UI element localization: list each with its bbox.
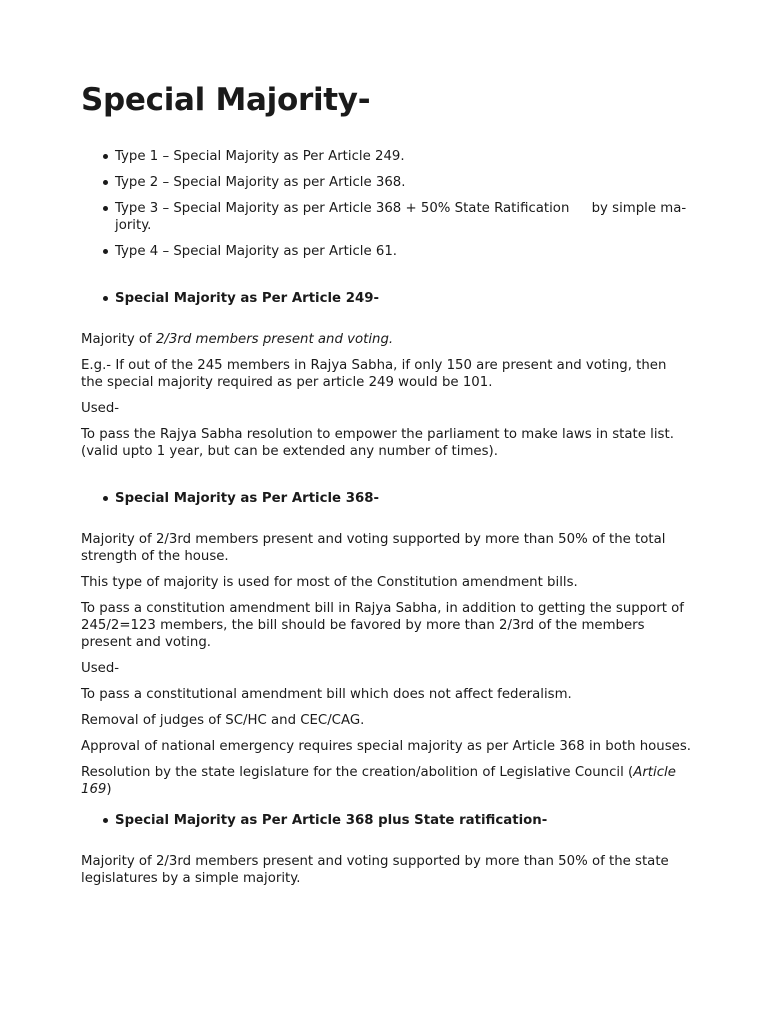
paragraph: Approval of national emergency requires special majority as per Article 368 in both houses. [81, 739, 691, 754]
text: ) [106, 782, 112, 797]
text: Resolution by the state legislature for the creation/abolition of Legislative Council ( [81, 765, 634, 780]
paragraph: To pass the Rajya Sabha resolution to empower the parliament to make laws in state list. (valid upto 1 year, but can be extended any number of times). [81, 427, 674, 459]
text: Majority of [81, 332, 156, 347]
majority-types-list [81, 148, 691, 260]
paragraph: Majority of 2/3rd members present and voting supported by more than 50% of the total strength of the house. [81, 532, 666, 564]
section-heading-art249: Special Majority as Per Article 249- [81, 290, 691, 307]
section-heading-art368-state: Special Majority as Per Article 368 plus State ratification- [81, 812, 691, 829]
list-item: Type 4 – Special Majority as per Article 61. [81, 243, 691, 260]
paragraph: To pass a constitution amendment bill in Rajya Sabha, in addition to getting the support of 245/2=123 members, the bill should be favored by more than 2/3rd of the members present and voting. [81, 601, 684, 650]
paragraph: Majority of 2/3rd members present and voting supported by more than 50% of the state legislatures by a simple majority. [81, 854, 669, 886]
paragraph: To pass a constitutional amendment bill which does not affect federalism. [81, 687, 572, 702]
type3-suffix: by simple ma-jority. [115, 201, 687, 233]
used-label: Used- [81, 661, 120, 676]
paragraph: E.g.- If out of the 245 members in Rajya Sabha, if only 150 are present and voting, then the special majority required as per article 249 would be 101. [81, 358, 667, 390]
section-heading-list [81, 490, 691, 507]
paragraph: This type of majority is used for most of the Constitution amendment bills. [81, 575, 578, 590]
emphasis-text: 2/3rd members present and voting. [155, 332, 394, 347]
list-item [81, 200, 691, 234]
section-heading-art368: Special Majority as Per Article 368- [81, 490, 691, 507]
page-title: Special Majority- [81, 82, 371, 118]
paragraph: Removal of judges of SC/HC and CEC/CAG. [81, 713, 365, 728]
document-page [81, 78, 691, 887]
section-heading-list [81, 812, 691, 829]
section-heading-list [81, 290, 691, 307]
used-label: Used- [81, 401, 120, 416]
list-item: Type 2 – Special Majority as per Article 368. [81, 174, 691, 191]
emphasis-text: Article 169 [81, 765, 676, 797]
paragraph [81, 331, 691, 348]
paragraph [81, 764, 691, 798]
list-item: Type 1 – Special Majority as Per Article 249. [81, 148, 691, 165]
type3-text: Type 3 – Special Majority as per Article 368 + 50% State Ratification [115, 201, 570, 216]
